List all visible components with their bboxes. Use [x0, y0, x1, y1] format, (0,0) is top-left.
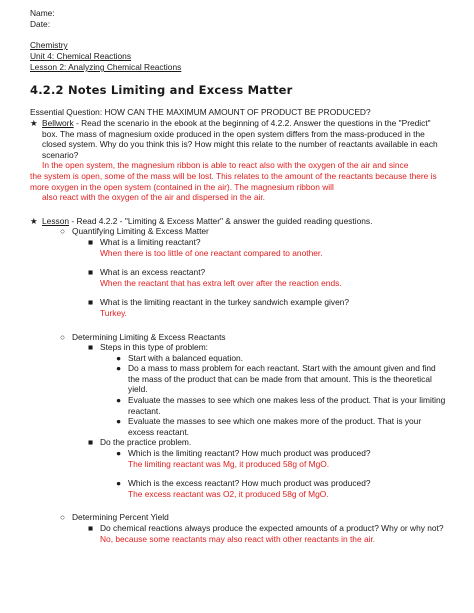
unit-title: Unit 4: Chemical Reactions	[30, 51, 132, 61]
circle-bullet-icon: ○	[60, 512, 66, 523]
practice-heading: ■ Do the practice problem.	[88, 437, 192, 448]
step-3: ● Evaluate the masses to see which one makes less of the product. That is your limiting reactant.	[116, 395, 446, 416]
square-bullet-icon: ■	[88, 297, 94, 308]
question-limiting: ■ What is a limiting reactant? When there is too little of one reactant compared to another.	[88, 237, 448, 258]
answer-excess: When the reactant that has extra left over after the reaction ends.	[100, 277, 342, 288]
practice-question-1: ● Which is the limiting reactant? How much product was produced? The limiting reactant was Mg, it produced 58g of MgO.	[116, 448, 448, 469]
lesson-text: - Read 4.2.2 - "Limiting & Excess Matter" & answer the guided reading questions.	[69, 215, 373, 226]
dot-bullet-icon: ●	[116, 448, 122, 459]
step-1: ● Start with a balanced equation.	[116, 352, 244, 363]
practice-question-2: ● Which is the excess reactant? How much product was produced? The excess reactant was O2, it produced 58g of MgO.	[116, 478, 448, 499]
section-quantifying: ○ Quantifying Limiting & Excess Matter	[60, 226, 209, 237]
page-title: 4.2.2 Notes Limiting and Excess Matter	[30, 83, 293, 97]
star-bullet-icon: ★	[30, 215, 38, 226]
practice-answer-1: The limiting reactant was Mg, it produced 58g of MgO.	[128, 458, 330, 469]
answer-limiting: When there is too little of one reactant compared to another.	[100, 247, 323, 258]
bellwork-answer-1: In the open system, the magnesium ribbon is able to react also with the oxygen of the air and since	[42, 160, 409, 171]
square-bullet-icon: ■	[88, 236, 94, 247]
dot-bullet-icon: ●	[116, 395, 122, 406]
star-bullet-icon: ★	[30, 118, 38, 128]
circle-bullet-icon: ○	[60, 331, 66, 342]
square-bullet-icon: ■	[88, 267, 94, 278]
lesson-title: Lesson 2: Analyzing Chemical Reactions	[30, 62, 182, 72]
square-bullet-icon: ■	[88, 342, 94, 353]
question-turkey: ■ What is the limiting reactant in the turkey sandwich example given? Turkey.	[88, 297, 448, 318]
step-4: ● Evaluate the masses to see which one makes more of the product. That is your excess reactant.	[116, 416, 422, 437]
lesson-label: Lesson	[42, 215, 70, 226]
question-percent-yield: ■ Do chemical reactions always produce the expected amounts of a product? Why or why not? No, because some reactants may also react with other reactants in the air.	[88, 523, 448, 544]
bellwork-text: - Read the scenario in the ebook at the beginning of 4.2.2. Answer the questions in the "Predict" box. The mass of magnesium oxide produced in the open system differs from the mass-produced in the closed system. Why do you think this is? How might this relate to the number of reactants available in each scenario?	[42, 118, 438, 160]
course-title: Chemistry	[30, 40, 68, 50]
answer-percent-yield: No, because some reactants may also react with other reactants in the air.	[100, 533, 376, 544]
essential-question: Essential Question: HOW CAN THE MAXIMUM AMOUNT OF PRODUCT BE PRODUCED?	[30, 107, 371, 117]
circle-bullet-icon: ○	[60, 226, 66, 237]
section-percent-yield: ○ Determining Percent Yield	[60, 512, 169, 523]
dot-bullet-icon: ●	[116, 416, 122, 427]
step-2: ● Do a mass to mass problem for each reactant. Start with the amount given and find the mass of the product that can be made from that amount. This is the theoretical yield.	[116, 363, 436, 395]
steps-heading: ■ Steps in this type of problem:	[88, 342, 208, 353]
section-determining: ○ Determining Limiting & Excess Reactants	[60, 331, 226, 342]
bellwork-label: Bellwork	[42, 118, 74, 128]
dot-bullet-icon: ●	[116, 352, 122, 363]
bellwork-item	[30, 118, 448, 171]
dot-bullet-icon: ●	[116, 478, 122, 489]
lesson-item	[30, 216, 448, 227]
answer-turkey: Turkey.	[100, 307, 127, 318]
practice-answer-2: The excess reactant was O2, it produced 58g of MgO.	[128, 488, 329, 499]
date-field: Date:	[30, 19, 51, 29]
square-bullet-icon: ■	[88, 523, 94, 533]
bellwork-answer-3: also react with the oxygen of the air and dispersed in the air.	[42, 192, 265, 203]
dot-bullet-icon: ●	[116, 363, 122, 374]
square-bullet-icon: ■	[88, 437, 94, 448]
name-field: Name:	[30, 8, 55, 18]
question-excess: ■ What is an excess reactant? When the reactant that has extra left over after the reaction ends.	[88, 267, 448, 288]
bellwork-answer-2: the system is open, some of the mass will be lost. This relates to the amount of the reactants because there is more oxygen in the open system (contained in the air). The magnesium ribbon will	[30, 170, 437, 192]
